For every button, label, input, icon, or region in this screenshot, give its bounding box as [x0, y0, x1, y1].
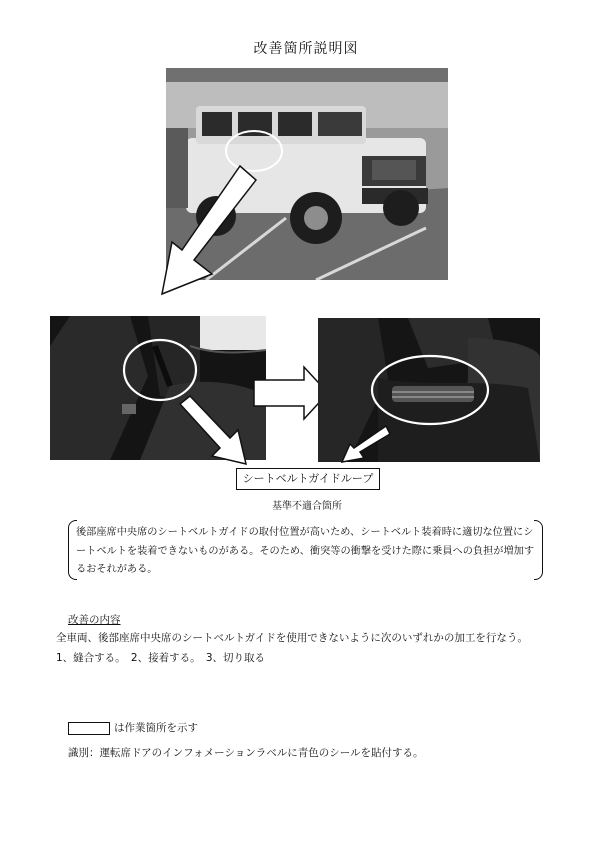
- part-label: シートベルトガイドループ: [236, 468, 380, 490]
- arrow-down-left-small-icon: [340, 424, 392, 464]
- arrow-down-left-icon: [150, 160, 260, 300]
- page-title: 改善箇所説明図: [253, 41, 359, 57]
- remedy-heading: 改善の内容: [68, 614, 121, 626]
- identification-text: 識別：運転席ドアのインフォメーションラベルに青色のシールを貼付する。: [68, 747, 424, 759]
- remedy-options: 1、縫合する。 2、接着する。 3、切り取る: [56, 652, 266, 664]
- nonconforming-label: 基準不適合箇所: [272, 501, 342, 512]
- defect-description: 後部座席中央席のシートベルトガイドの取付位置が高いため、シートベルト装着時に適切な位置にシートベルトを装着できないものがある。そのため、衝突等の衝撃を受けた際に乗員への負担が増加するおそれがある。: [76, 527, 535, 575]
- legend-swatch: [68, 722, 110, 735]
- legend-text: は作業箇所を示す: [114, 722, 198, 734]
- remedy-text: 全車両、後部座席中央席のシートベルトガイドを使用できないように次のいずれかの加工を行なう。: [56, 632, 528, 644]
- arrow-down-right-icon: [176, 394, 252, 468]
